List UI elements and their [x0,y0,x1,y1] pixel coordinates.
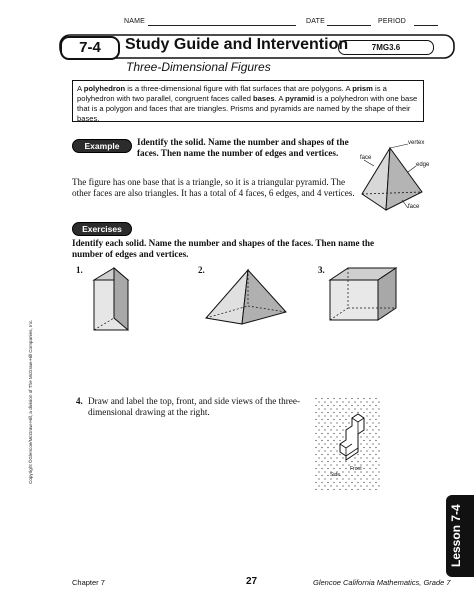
footer-book-title: Glencoe California Mathematics, Grade 7 [313,578,451,587]
rectangular-prism-figure [326,266,402,324]
date-line [327,25,371,26]
exercise-3-number: 3. [318,265,325,275]
exercise-4-text: Draw and label the top, front, and side views of the three-dimensional drawing at the right. [88,396,301,417]
exercise-1-number: 1. [76,265,83,275]
example-answer: The figure has one base that is a triangle, so it is a triangular pyramid. The other faces are also triangles. It has a total of 4 faces, 6 edges, and 4 vertices. [72,177,355,198]
term-prism: prism [352,84,373,93]
exercise-2-number: 2. [198,265,205,275]
period-label: PERIOD [378,18,407,25]
copyright-notice: Copyright ©Glencoe/McGraw-Hill, a division of The McGraw-Hill Companies, Inc. [28,319,33,484]
exercise-4-number: 4. [76,396,83,406]
label-front: Front [350,466,362,472]
standard-badge: 7MG3.6 [338,40,434,55]
label-face-bottom: face [408,204,420,210]
footer-page-number: 27 [246,576,258,587]
exercises-pill: Exercises [72,222,132,236]
name-label: NAME [124,18,146,25]
lesson-side-tab: Lesson 7-4 [446,495,474,577]
triangular-prism-figure [86,266,142,336]
lesson-number-badge: 7-4 [60,36,120,60]
square-pyramid-figure [204,266,290,328]
term-polyhedron: polyhedron [83,84,126,93]
page-title: Study Guide and Intervention [125,36,349,53]
definition-box: A polyhedron is a three-dimensional figure with flat surfaces that are polygons. A prism is a polyhedron with two parallel, congruent faces called bases. A pyramid is a polyhedron with one base that is a polygon and faces that are triangles. Prisms and pyramids are named by the shape of their bases. [72,80,424,122]
period-line [414,25,438,26]
isometric-dot-grid [312,394,382,494]
term-pyramid: pyramid [285,94,315,103]
label-side: Side [330,472,341,478]
label-vertex: vertex [408,140,425,146]
date-label: DATE [306,18,325,25]
triangular-pyramid-figure [350,140,440,220]
page-subtitle: Three-Dimensional Figures [126,60,271,74]
example-prompt: Identify the solid. Name the number and shapes of the faces. Then name the number of edges and vertices. [137,137,349,158]
footer-chapter: Chapter 7 [72,578,105,587]
term-bases: bases [253,94,275,103]
label-edge: edge [416,162,430,168]
name-line [148,25,296,26]
label-face-top: face [360,155,372,161]
exercises-instruction: Identify each solid. Name the number and shapes of the faces. Then name the number of edges and vertices. [72,238,375,259]
example-pill: Example [72,139,132,153]
